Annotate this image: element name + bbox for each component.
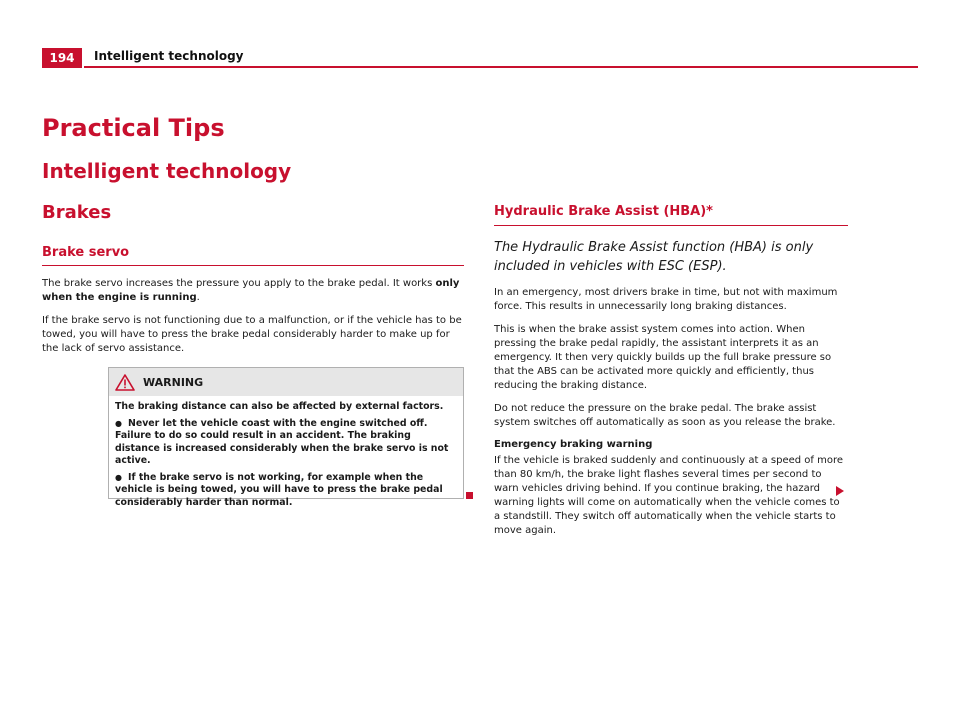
- warning-box: [108, 367, 464, 508]
- header-rule: [84, 66, 918, 68]
- continue-arrow-icon: [835, 485, 845, 497]
- left-column: [42, 277, 462, 365]
- warning-title: WARNING: [143, 375, 204, 389]
- warning-item-text: Never let the vehicle coast with the engine switched off. Failure to do so could result in an accident. The braking distance is increased considerably when the brake servo is not active.: [115, 417, 449, 466]
- bullet-icon: ●: [115, 472, 122, 482]
- paragraph-brake-servo-1: [42, 277, 462, 305]
- topic-title-brake-servo: Brake servo: [42, 245, 464, 266]
- topic-title-hba: Hydraulic Brake Assist (HBA)*: [494, 204, 848, 226]
- paragraph-text: The brake servo increases the pressure you apply to the brake pedal. It works: [42, 278, 436, 289]
- hba-paragraph-1: In an emergency, most drivers brake in time, but not with maximum force. This results in unnecessarily long braking distances.: [494, 287, 838, 312]
- hba-intro: The Hydraulic Brake Assist function (HBA) is only included in vehicles with ESC (ESP).: [494, 240, 814, 274]
- warning-item-text: If the brake servo is not working, for example when the vehicle is being towed, you will have to press the brake pedal considerably harder than normal.: [115, 471, 443, 508]
- warning-intro: The braking distance can also be affected by external factors.: [115, 401, 444, 412]
- chapter-title: Practical Tips: [42, 114, 225, 142]
- page-number: 194: [42, 48, 82, 68]
- warning-item: [115, 418, 457, 468]
- paragraph-emphasis: only when the engine is running: [42, 278, 460, 303]
- running-header-title: Intelligent technology: [94, 49, 244, 63]
- subsection-title: Brakes: [42, 202, 112, 223]
- section-end-marker-icon: [466, 492, 473, 499]
- paragraph-end: .: [196, 292, 200, 303]
- section-title: Intelligent technology: [42, 159, 292, 183]
- hba-paragraph-3: Do not reduce the pressure on the brake pedal. The brake assist system switches off automatically as soon as you release the brake.: [494, 403, 836, 428]
- warning-triangle-icon: [115, 374, 135, 391]
- hba-paragraph-4: If the vehicle is braked suddenly and continuously at a speed of more than 80 km/h, the brake light flashes several times per second to warn vehicles driving behind. If you continue braking, the hazard warning lights will come on automatically when the vehicle comes to a standstill. They switch off automatically when the vehicle starts to move again.: [494, 455, 844, 536]
- right-column: [494, 204, 848, 547]
- paragraph-brake-servo-2: If the brake servo is not functioning due to a malfunction, or if the vehicle has to be towed, you will have to press the brake pedal considerably harder to make up for the lack of servo assistance.: [42, 315, 462, 354]
- warning-header: [109, 368, 463, 396]
- hba-paragraph-2: This is when the brake assist system comes into action. When pressing the brake pedal rapidly, the assistant interprets it as an emergency. It then very quickly builds up the full brake pressure so that the ABS can be activated more quickly and efficiently, thus reducing the braking distance.: [494, 324, 832, 391]
- emergency-braking-heading: Emergency braking warning: [494, 439, 653, 450]
- warning-item: [115, 472, 457, 510]
- warning-body: [109, 396, 463, 517]
- bullet-icon: ●: [115, 418, 122, 428]
